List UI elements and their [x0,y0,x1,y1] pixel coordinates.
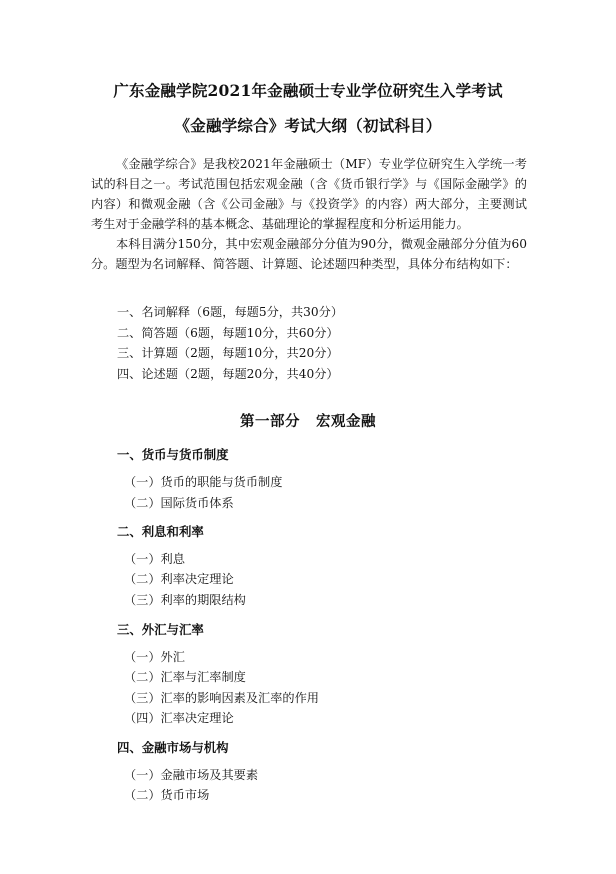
section-item: （二）汇率与汇率制度 [124,670,246,684]
intro-paragraph: 《金融学综合》是我校2021年金融硕士（MF）专业学位研究生入学统一考试的科目之一。考试范围包括宏观金融（含《货币银行学》与《国际金融学》的内容）和微观金融（含《公司金融》与《投资学》的内容）两大部分，主要测试考生对于金融学科的基本概念、基础理论的掌握程度和分析运用能力。 [91,157,527,231]
intro-paragraph: 本科目满分150分，其中宏观金融部分分值为90分，微观金融部分分值为60分。题型为名词解释、简答题、计算题、论述题四种类型，具体分布结构如下： [91,237,527,271]
question-type-item: 三、计算题（2题，每题10分，共20分） [117,346,339,360]
section-item: （一）利息 [124,552,185,566]
section-item: （一）货币的职能与货币制度 [124,475,283,489]
section-heading: 四、金融市场与机构 [117,740,229,755]
section-item: （三）利率的期限结构 [124,593,246,607]
section-item: （二）货币市场 [124,788,210,802]
part-name: 宏观金融 [316,413,376,430]
section-item: （二）国际货币体系 [124,496,234,510]
question-type-item: 一、名词解释（6题，每题5分，共30分） [117,305,344,319]
question-type-list [117,302,343,384]
section-heading: 二、利息和利率 [117,524,204,539]
question-type-item: 四、论述题（2题，每题20分，共40分） [117,366,339,381]
section-item: （四）汇率决定理论 [124,711,234,725]
document-subtitle: 《金融学综合》考试大纲（初试科目） [174,116,442,135]
intro-section [91,154,527,274]
part-label: 第一部分 [240,413,300,430]
section-item: （三）汇率的影响因素及汇率的作用 [124,691,319,705]
section-item: （一）金融市场及其要素 [124,768,259,782]
section-item: （一）外汇 [124,650,185,664]
question-type-item: 二、简答题（6题，每题10分，共60分） [117,325,339,340]
section-heading: 一、货币与货币制度 [117,447,229,462]
part-heading [0,410,616,431]
document-title: 广东金融学院2021年金融硕士专业学位研究生入学考试 [113,81,503,100]
section-heading: 三、外汇与汇率 [117,622,204,637]
section-item: （二）利率决定理论 [124,572,234,586]
